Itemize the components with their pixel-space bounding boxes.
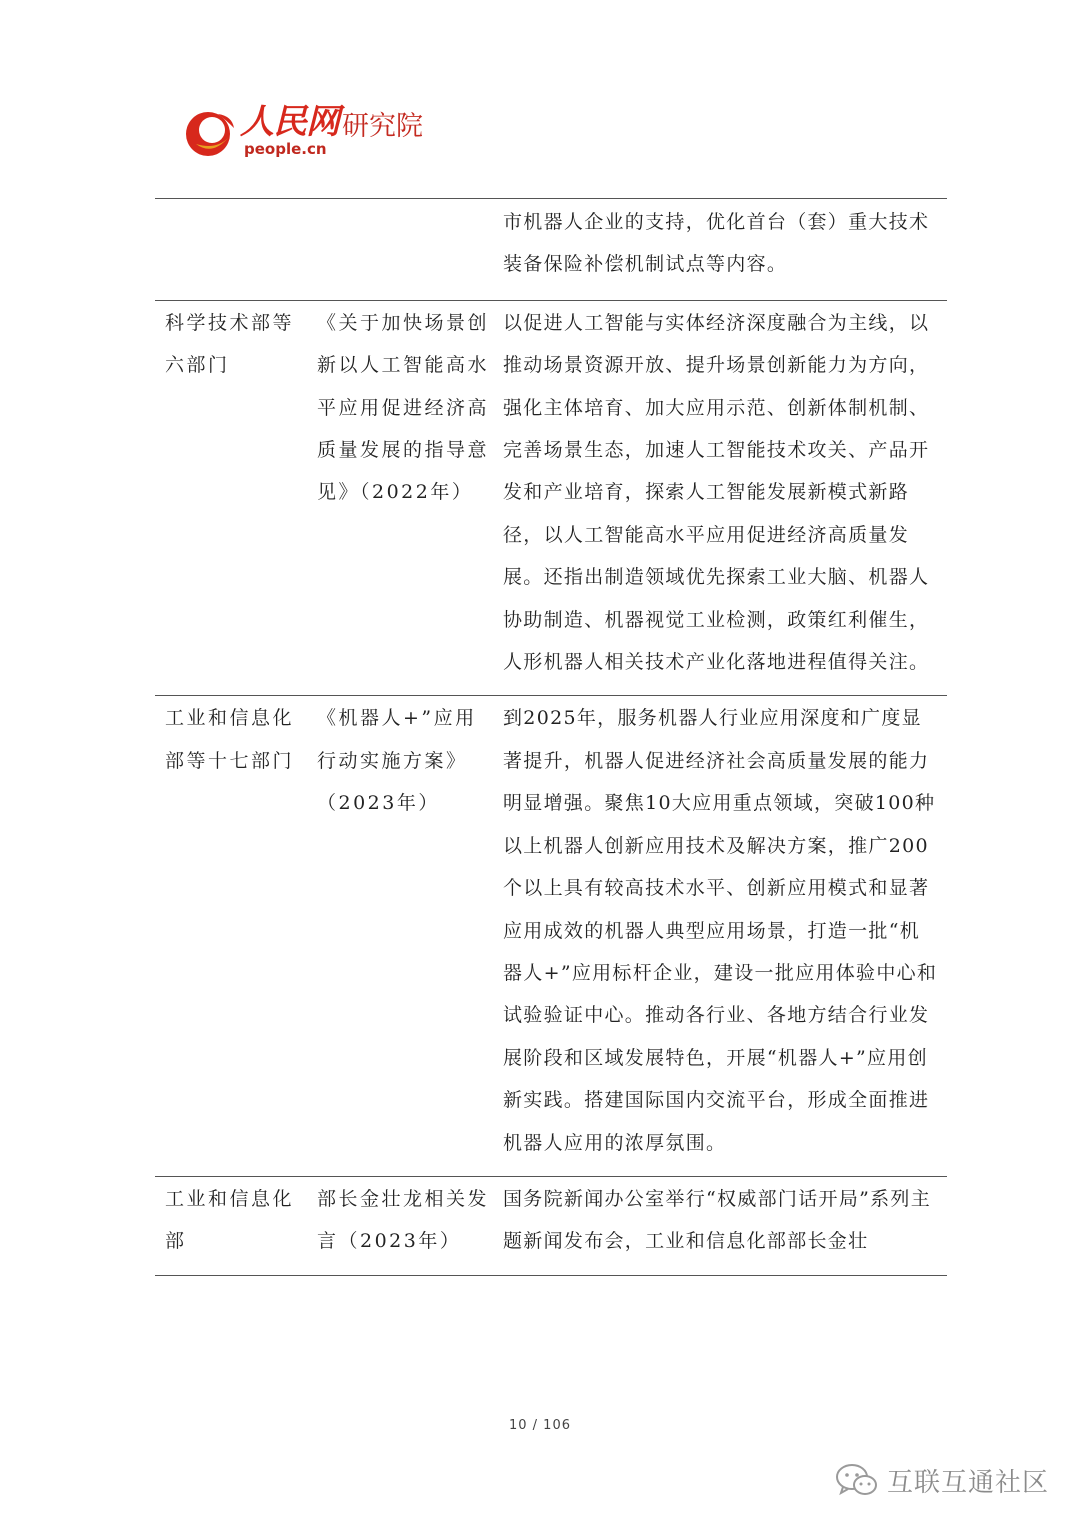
content-cell: 国务院新闻办公室举行“权威部门话开局”系列主题新闻发布会，工业和信息化部部长金壮 xyxy=(503,1187,932,1253)
department-cell: 工业和信息化部等十七部门 xyxy=(165,707,295,772)
watermark-text: 互联互通社区 xyxy=(887,1467,1050,1498)
page-number: 10 / 106 xyxy=(509,1418,571,1433)
department-cell xyxy=(155,199,307,300)
document-cell: 《关于加快场景创新以人工智能高水平应用促进经济高质量发展的指导意见》（2022年） xyxy=(317,311,490,504)
department-cell: 科学技术部等六部门 xyxy=(165,311,295,377)
people-cn-logo xyxy=(182,100,442,166)
content-cell: 市机器人企业的支持，优化首台（套）重大技术装备保险补偿机制试点等内容。 xyxy=(503,211,930,276)
document-cell: 部长金壮龙相关发言（2023年） xyxy=(317,1187,490,1253)
policy-table xyxy=(155,198,947,1276)
table-row xyxy=(155,1177,947,1276)
table-row xyxy=(155,199,947,301)
people-logo-icon xyxy=(182,104,238,160)
table-row xyxy=(155,696,947,1176)
logo-domain-text: people.cn xyxy=(244,140,327,158)
department-cell: 工业和信息化部 xyxy=(165,1187,295,1253)
content-cell: 到2025年，服务机器人行业应用深度和广度显著提升，机器人促进经济社会高质量发展的能力明显增强。聚焦10大应用重点领域，突破100种以上机器人创新应用技术及解决方案，推广200个以上具有较高技术水平、创新应用模式和显著应用成效的机器人典型应用场景，打造一批“机器人+”应用标杆企业，建设一批应用体验中心和试验验证中心。推动各行业、各地方结合行业发展阶段和区域发展特色，开展“机器人+”应用创新实践。搭建国际国内交流平台，形成全面推进机器人应用的浓厚氛围。 xyxy=(503,707,938,1154)
logo-institute-text: 研究院 xyxy=(342,111,423,142)
content-cell: 以促进人工智能与实体经济深度融合为主线，以推动场景资源开放、提升场景创新能力为方向，强化主体培育、加大应用示范、创新体制机制、完善场景生态，加速人工智能技术攻关、产品开发和产业培育，探索人工智能发展新模式新路径，以人工智能高水平应用促进经济高质量发展。还指出制造领域优先探索工业大脑、机器人协助制造、机器视觉工业检测，政策红利催生，人形机器人相关技术产业化落地进程值得关注。 xyxy=(503,311,930,674)
wechat-icon xyxy=(835,1462,879,1498)
wechat-watermark xyxy=(835,1460,1049,1500)
document-cell: 《机器人+”应用行动实施方案》（2023年） xyxy=(317,707,477,815)
logo-brand-text: 人民网 xyxy=(240,102,339,142)
document-cell xyxy=(307,199,497,300)
table-row xyxy=(155,301,947,697)
